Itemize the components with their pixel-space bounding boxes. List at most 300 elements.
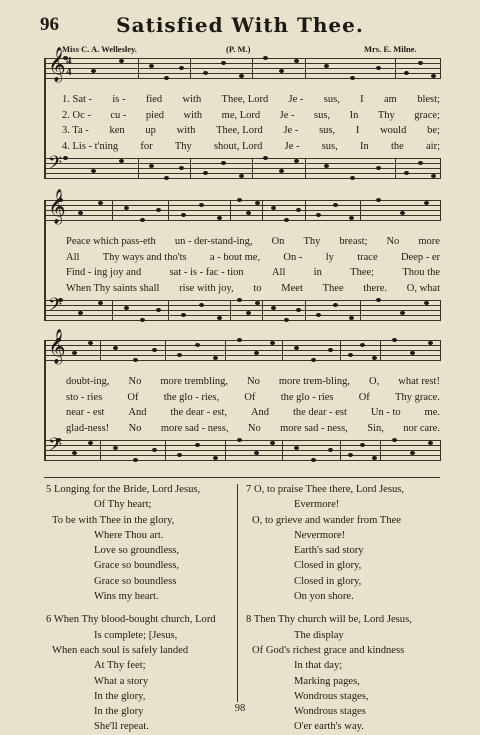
lyric-syllable: I (360, 94, 364, 105)
verse-line: To be with Thee in the glory, (52, 514, 175, 526)
verse-line: Grace so boundless (94, 575, 177, 587)
verse-spacer (46, 604, 216, 612)
bar-line (440, 300, 441, 321)
lyric-line (44, 376, 440, 387)
note-head (263, 56, 268, 60)
lyric-syllable: up (145, 125, 156, 136)
verse-line: 5 Longing for the Bride, Lord Jesus, (46, 484, 201, 495)
note-head (404, 71, 409, 75)
lyric-syllable: more sad - ness, (160, 422, 229, 434)
note-head (428, 341, 433, 345)
lyric-syllable: sus, (323, 94, 340, 105)
note-head (237, 438, 242, 442)
lyric-syllable: the dear - est, (170, 407, 228, 418)
note-head (237, 198, 242, 202)
bass-staff (44, 158, 440, 179)
lyric-syllable: Thy ways and tho'ts (102, 251, 187, 263)
lyric-line (44, 252, 440, 263)
lyric-syllable: Je - (279, 109, 295, 121)
lyric-syllable: Of (244, 391, 256, 403)
staff-line (44, 78, 440, 79)
lyric-syllable: with (176, 125, 196, 136)
note-head (400, 311, 405, 315)
note-head (294, 446, 299, 450)
note-head (195, 443, 200, 447)
verse-line: Is complete; [Jesus, (94, 629, 178, 641)
section-rule (44, 477, 440, 478)
bar-line (440, 440, 441, 461)
lyric-syllable: un - der-stand-ing, (174, 236, 253, 247)
note-head (239, 174, 244, 178)
bar-line (262, 200, 263, 221)
treble-staff (44, 200, 440, 221)
lyric-syllable: In (349, 109, 359, 121)
lyric-syllable: near - est (66, 407, 105, 418)
lyric-syllable: nor care. (403, 422, 440, 434)
note-head (360, 343, 365, 347)
lyric-syllable: with (182, 94, 202, 105)
lyric-syllable: there. (363, 282, 387, 294)
lyric-syllable: O, what (406, 282, 440, 294)
bar-line (112, 200, 113, 221)
verse-line: Where Thou art. (94, 529, 164, 541)
note-head (296, 208, 301, 212)
verse-line: At Thy feet; (94, 660, 146, 672)
verse-line: Of God's richest grace and kindness (252, 644, 405, 656)
lyric-syllable: me. (424, 407, 440, 418)
bar-line (395, 158, 396, 179)
lyric-syllable: cu - (110, 109, 127, 121)
lyric-syllable: Je - (288, 94, 304, 105)
lyric-syllable: Thy (303, 236, 321, 247)
lyric-syllable: sus, (314, 109, 331, 121)
lyric-syllable: Thy (377, 109, 395, 121)
treble-clef-icon: 𝄞 (48, 190, 66, 223)
note-head (333, 303, 338, 307)
staff-line (44, 163, 440, 164)
staff-line (44, 58, 440, 59)
bar-line (360, 200, 361, 221)
bar-line (305, 200, 306, 221)
lyric-syllable: what rest! (398, 376, 440, 387)
note-head (78, 311, 83, 315)
note-head (376, 198, 381, 202)
note-head (294, 59, 299, 63)
note-head (156, 208, 161, 212)
note-head (410, 451, 415, 455)
note-head (311, 358, 316, 362)
lyric-syllable: blest; (417, 94, 440, 105)
lyric-syllable: the dear - est (292, 407, 347, 418)
lyric-line (44, 423, 440, 434)
note-head (221, 61, 226, 65)
bass-clef-icon: 𝄢 (48, 152, 63, 177)
note-head (88, 441, 93, 445)
lyric-syllable: Thy (174, 140, 192, 152)
lyric-syllable: On - (283, 251, 303, 263)
note-head (255, 201, 260, 205)
bar-line (340, 440, 341, 461)
note-head (98, 201, 103, 205)
note-head (63, 156, 68, 160)
lyric-syllable: ken (109, 125, 125, 136)
note-head (424, 301, 429, 305)
note-head (376, 66, 381, 70)
note-head (124, 206, 129, 210)
note-head (372, 456, 377, 460)
bar-line (360, 300, 361, 321)
bar-line (230, 200, 231, 221)
note-head (328, 448, 333, 452)
lyric-syllable: I (355, 125, 360, 136)
note-head (376, 166, 381, 170)
note-head (431, 174, 436, 178)
note-head (360, 443, 365, 447)
staff-line (44, 315, 440, 316)
lyric-syllable: Deep - er (400, 251, 440, 263)
treble-staff (44, 55, 440, 79)
note-head (333, 203, 338, 207)
note-head (255, 301, 260, 305)
note-head (254, 351, 259, 355)
verse-line: In the glory, (94, 690, 146, 702)
note-head (119, 159, 124, 163)
note-head (350, 76, 355, 80)
lyric-syllable: breast; (339, 236, 368, 247)
note-head (349, 316, 354, 320)
lyric-syllable: And (250, 407, 270, 418)
lyric-syllable: Sin, (367, 422, 384, 434)
note-head (217, 316, 222, 320)
lyric-syllable: the glo - ries (280, 391, 334, 403)
staff-line (44, 320, 440, 321)
lyric-syllable: Je - (284, 140, 300, 152)
note-head (246, 211, 251, 215)
bar-line (252, 58, 253, 79)
treble-clef-icon: 𝄞 (48, 330, 66, 363)
bar-line (225, 340, 226, 361)
note-head (254, 451, 259, 455)
lyric-syllable: more sad - ness, (280, 422, 348, 434)
lyric-syllable: grace; (414, 109, 440, 121)
note-head (328, 348, 333, 352)
verse-divider (237, 484, 238, 702)
note-head (279, 69, 284, 73)
note-head (140, 318, 145, 322)
staff-line (44, 178, 440, 179)
bar-line (440, 58, 441, 79)
note-head (98, 301, 103, 305)
note-head (133, 458, 138, 462)
lyric-line (44, 110, 440, 121)
lyric-syllable: doubt-ing, (66, 376, 110, 387)
note-head (152, 448, 157, 452)
note-head (294, 346, 299, 350)
note-head (392, 438, 397, 442)
note-head (428, 441, 433, 445)
hymn-title: Satisfied With Thee. (116, 13, 364, 37)
note-head (324, 164, 329, 168)
credit-music: Mrs. E. Milne. (364, 44, 417, 54)
bar-line (305, 58, 306, 79)
note-head (270, 341, 275, 345)
staff-line (44, 220, 440, 221)
lyric-syllable: to (253, 282, 262, 294)
note-head (400, 211, 405, 215)
note-head (113, 346, 118, 350)
lyric-syllable: is - (112, 94, 126, 105)
bar-line (100, 340, 101, 361)
note-head (177, 353, 182, 357)
page-number: 98 (234, 703, 246, 714)
lyric-syllable: Thee, Lord (221, 94, 269, 105)
lyric-syllable: No (128, 422, 142, 434)
bass-clef-icon: 𝄢 (48, 434, 63, 459)
bar-line (168, 300, 169, 321)
note-head (324, 64, 329, 68)
note-head (279, 169, 284, 173)
lyric-line (44, 94, 440, 105)
lyric-syllable: glad-ness! (66, 422, 110, 434)
lyric-syllable: In (359, 140, 369, 152)
lyric-syllable: All (66, 251, 80, 263)
note-head (316, 313, 321, 317)
bar-line (380, 340, 381, 361)
note-head (284, 318, 289, 322)
verse-line: In the glory (94, 706, 144, 718)
note-head (156, 308, 161, 312)
note-head (349, 216, 354, 220)
bar-line (395, 58, 396, 79)
lyric-syllable: with (183, 109, 203, 121)
lyric-line (44, 125, 440, 136)
verse-line: What a story (94, 675, 149, 687)
note-head (195, 343, 200, 347)
note-head (149, 64, 154, 68)
staff-line (44, 63, 440, 64)
verses-right (246, 482, 412, 735)
note-head (294, 159, 299, 163)
note-head (418, 61, 423, 65)
note-head (348, 453, 353, 457)
lyric-syllable: more (418, 236, 440, 247)
lyric-line (44, 283, 440, 294)
lyric-syllable: No (128, 376, 142, 387)
staff-line (44, 205, 440, 206)
lyric-syllable: Thee (322, 282, 344, 294)
staff-line (44, 158, 440, 159)
lyric-syllable: rise with joy, (179, 282, 234, 294)
lyric-line (44, 392, 440, 403)
lyric-syllable: Peace which pass-eth (66, 236, 156, 247)
bar-line (190, 158, 191, 179)
time-signature: 4 4 (66, 55, 72, 78)
note-head (410, 351, 415, 355)
note-head (213, 356, 218, 360)
lyric-syllable: Thee; (350, 267, 375, 278)
lyric-syllable: ly (325, 251, 334, 263)
note-head (284, 218, 289, 222)
note-head (311, 458, 316, 462)
lyric-line (44, 407, 440, 418)
verse-line: Wondrous stages, (294, 690, 369, 702)
note-head (431, 74, 436, 78)
lyric-syllable: Je - (283, 125, 299, 136)
lyric-syllable: Thou the (402, 267, 440, 278)
note-head (296, 308, 301, 312)
credit-meter: (P. M.) (226, 44, 251, 54)
staff-line (44, 210, 440, 211)
bass-clef-icon: 𝄢 (48, 294, 63, 319)
verse-line: 6 When Thy blood-bought church, Lord (46, 614, 216, 626)
treble-staff (44, 340, 440, 361)
note-head (418, 161, 423, 165)
note-head (424, 201, 429, 205)
lyric-syllable: 3. Ta - (62, 125, 89, 136)
bar-line (100, 440, 101, 461)
lyric-syllable: trace (357, 251, 378, 263)
bar-line (440, 158, 441, 179)
lyric-syllable: Find - ing joy and (66, 267, 142, 278)
lyric-syllable: 1. Sat - (62, 94, 93, 105)
lyric-syllable: for (140, 140, 153, 152)
verse-line: 7 O, to praise Thee there, Lord Jesus, (246, 484, 405, 495)
note-head (152, 348, 157, 352)
lyric-line (44, 141, 440, 152)
bar-line (440, 340, 441, 361)
verse-line: 8 Then Thy church will be, Lord Jesus, (246, 614, 412, 626)
verse-line: O, to grieve and wander from Thee (252, 514, 401, 526)
note-head (316, 213, 321, 217)
note-head (91, 169, 96, 173)
staff-line (44, 310, 440, 311)
verse-line: Closed in glory, (294, 575, 362, 587)
note-head (91, 69, 96, 73)
verse-line: Grace so boundless, (94, 560, 180, 572)
lyric-syllable: sus, (319, 125, 336, 136)
bar-line (138, 58, 139, 79)
bar-line (230, 300, 231, 321)
note-head (124, 306, 129, 310)
note-head (404, 171, 409, 175)
note-head (348, 353, 353, 357)
note-head (199, 303, 204, 307)
note-head (149, 164, 154, 168)
note-head (133, 358, 138, 362)
lyric-syllable: more trem-bling, (278, 376, 351, 387)
lyric-syllable: shout, Lord (213, 140, 263, 152)
lyric-line (44, 236, 440, 247)
verse-line: She'll repeat. (94, 721, 149, 733)
lyric-syllable: No (386, 236, 400, 247)
lyric-syllable: Thy grace. (395, 391, 440, 403)
credit-words: Miss C. A. Wellesley. (62, 44, 137, 54)
verse-line: Evermore! (294, 499, 340, 511)
verse-line: Nevermore! (294, 529, 346, 541)
note-head (179, 166, 184, 170)
lyric-line (44, 267, 440, 278)
bar-line (168, 200, 169, 221)
lyric-syllable: 4. Lis - t'ning (62, 140, 119, 152)
note-head (203, 71, 208, 75)
bar-line (190, 58, 191, 79)
verse-line: The display (294, 629, 344, 641)
bar-line (282, 340, 283, 361)
bar-line (305, 300, 306, 321)
note-head (78, 211, 83, 215)
note-head (239, 74, 244, 78)
verse-line: Earth's sad story (294, 545, 364, 557)
lyric-syllable: 2. Oc - (62, 109, 91, 121)
note-head (376, 298, 381, 302)
lyric-syllable: sat - is - fac - tion (169, 267, 244, 278)
bar-line (262, 300, 263, 321)
note-head (217, 216, 222, 220)
lyric-syllable: more trembling, (160, 376, 228, 387)
bar-line (138, 158, 139, 179)
lyric-syllable: the (390, 140, 404, 152)
bar-line (340, 340, 341, 361)
note-head (271, 306, 276, 310)
note-head (263, 156, 268, 160)
lyric-syllable: the glo - ries, (163, 391, 220, 403)
treble-clef-icon: 𝄞 (48, 48, 66, 81)
bar-line (305, 158, 306, 179)
note-head (213, 456, 218, 460)
lyric-syllable: fied (145, 94, 163, 105)
verse-line: Wins my heart. (94, 591, 159, 603)
verse-line: Wondrous stages (294, 706, 366, 718)
bar-line (440, 200, 441, 221)
bass-staff (44, 440, 440, 461)
verse-line: In that day; (294, 660, 343, 672)
bar-line (165, 340, 166, 361)
note-head (164, 176, 169, 180)
lyric-syllable: air; (426, 140, 440, 152)
note-head (179, 66, 184, 70)
lyric-syllable: All (271, 267, 286, 278)
staff-line (44, 305, 440, 306)
note-head (164, 76, 169, 80)
staff-line (44, 215, 440, 216)
note-head (237, 338, 242, 342)
lyric-syllable: Meet (281, 282, 303, 294)
bass-staff (44, 300, 440, 321)
verse-line: On yon shore. (294, 591, 354, 603)
verse-line: Of Thy heart; (94, 499, 152, 511)
bar-line (282, 440, 283, 461)
note-head (203, 171, 208, 175)
note-head (392, 338, 397, 342)
verse-line: O'er earth's way. (294, 721, 364, 733)
bar-line (380, 440, 381, 461)
note-head (372, 356, 377, 360)
bar-line (165, 440, 166, 461)
note-head (181, 213, 186, 217)
lyric-syllable: be; (427, 125, 440, 136)
bar-line (112, 300, 113, 321)
lyric-syllable: sto - ries (66, 391, 103, 403)
verses-left (46, 482, 216, 735)
note-head (221, 161, 226, 165)
verse-spacer (246, 604, 412, 612)
lyric-syllable: sus, (321, 140, 338, 152)
bar-line (252, 158, 253, 179)
lyric-syllable: Of (358, 391, 370, 403)
lyric-syllable: Thee, Lord (216, 125, 263, 136)
note-head (140, 218, 145, 222)
lyric-syllable: a - bout me, (209, 251, 261, 263)
